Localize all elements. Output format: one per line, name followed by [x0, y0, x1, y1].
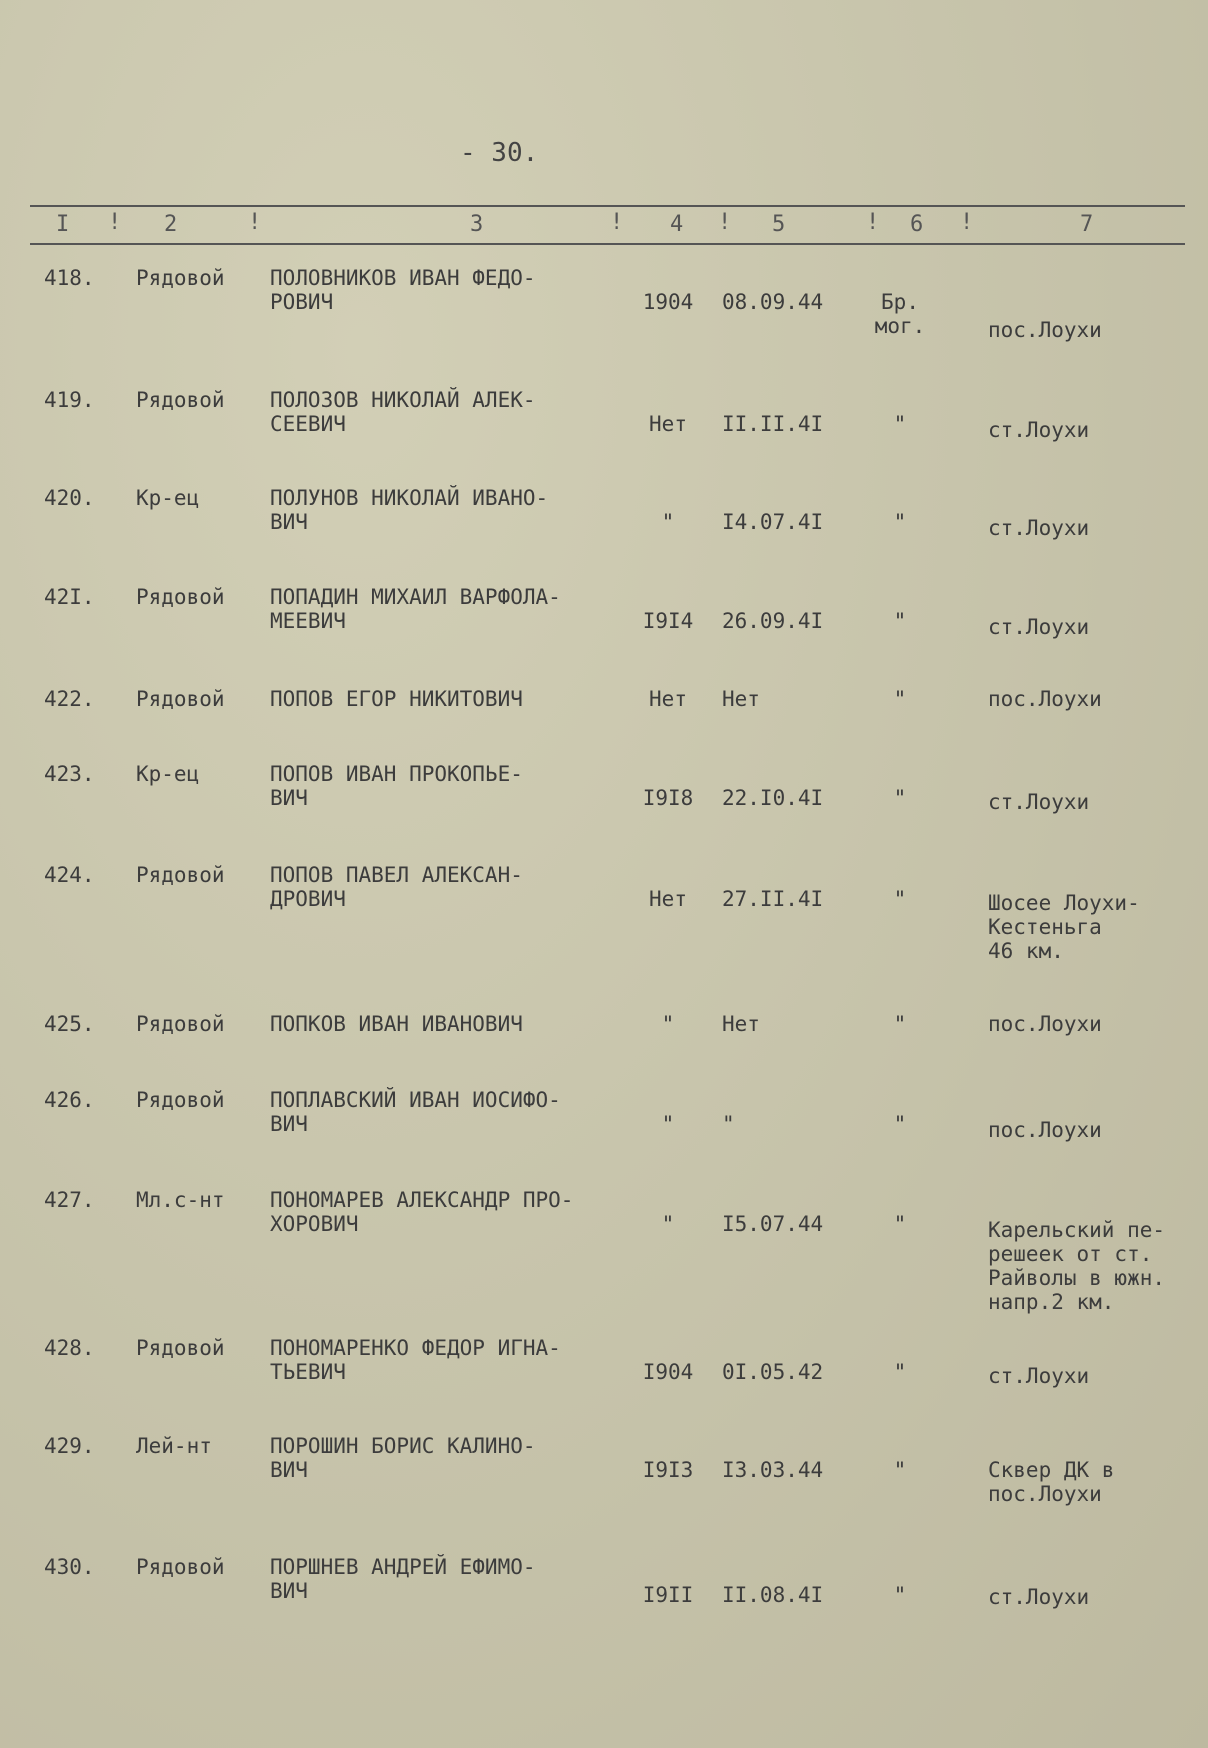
record-burial: Бр. мог. — [874, 290, 926, 338]
record-place: ст.Лоухи — [988, 1364, 1090, 1388]
record-birth-year: Нет — [649, 412, 687, 436]
record-name: ПОРШНЕВ АНДРЕЙ ЕФИМО- ВИЧ — [270, 1555, 536, 1603]
record-rank: Рядовой — [136, 585, 225, 609]
record-rank: Мл.с-нт — [136, 1188, 225, 1212]
record-name: ПОЛОЗОВ НИКОЛАЙ АЛЕК- СЕЕВИЧ — [270, 388, 536, 436]
record-place: пос.Лоухи — [988, 1012, 1102, 1036]
record-birth-year: Нет — [649, 687, 687, 711]
record-number: 429. — [44, 1434, 95, 1458]
header-sep: ! — [108, 210, 122, 235]
record-place: ст.Лоухи — [988, 790, 1090, 814]
record-birth-year: " — [661, 510, 675, 534]
record-number: 42I. — [44, 585, 95, 609]
record-burial: " — [893, 1112, 907, 1136]
record-birth-year: I9I3 — [642, 1458, 694, 1482]
record-rank: Кр-ец — [136, 486, 200, 510]
header-col-6: 6 — [910, 212, 924, 237]
record-number: 430. — [44, 1555, 95, 1579]
record-date: " — [722, 1112, 735, 1136]
record-date: II.II.4I — [722, 412, 824, 436]
record-date: 27.II.4I — [722, 887, 824, 911]
header-rule-top — [30, 205, 1185, 207]
record-birth-year: Нет — [649, 887, 687, 911]
record-rank: Рядовой — [136, 1336, 225, 1360]
record-number: 427. — [44, 1188, 95, 1212]
record-burial: " — [893, 687, 907, 711]
record-number: 426. — [44, 1088, 95, 1112]
record-name: ПОРОШИН БОРИС КАЛИНО- ВИЧ — [270, 1434, 536, 1482]
record-name: ПОПЛАВСКИЙ ИВАН ИОСИФО- ВИЧ — [270, 1088, 561, 1136]
record-date: 26.09.4I — [722, 609, 824, 633]
header-rule-bottom — [30, 243, 1185, 245]
record-name: ПОНОМАРЕНКО ФЕДОР ИГНА- ТЬЕВИЧ — [270, 1336, 561, 1384]
header-sep: ! — [960, 210, 974, 235]
page-number: - 30. — [460, 138, 539, 168]
record-burial: " — [893, 1212, 907, 1236]
record-rank: Рядовой — [136, 1088, 225, 1112]
record-date: I5.07.44 — [722, 1212, 824, 1236]
header-col-4: 4 — [670, 212, 684, 237]
record-number: 424. — [44, 863, 95, 887]
record-rank: Кр-ец — [136, 762, 200, 786]
record-birth-year: I904 — [642, 1360, 694, 1384]
record-birth-year: I9II — [642, 1583, 694, 1607]
record-name: ПОПОВ ПАВЕЛ АЛЕКСАН- ДРОВИЧ — [270, 863, 523, 911]
record-place: Шосее Лоухи- Кестеньга 46 км. — [988, 891, 1140, 963]
record-burial: " — [893, 786, 907, 810]
record-rank: Рядовой — [136, 266, 225, 290]
record-place: пос.Лоухи — [988, 1118, 1102, 1142]
record-place: Карельский пе- решеек от ст. Райволы в южн. напр.2 км. — [988, 1218, 1166, 1314]
record-place: ст.Лоухи — [988, 615, 1090, 639]
record-place: ст.Лоухи — [988, 418, 1090, 442]
record-date: I3.03.44 — [722, 1458, 824, 1482]
record-date: I4.07.4I — [722, 510, 824, 534]
record-burial: " — [893, 510, 907, 534]
record-place: ст.Лоухи — [988, 516, 1090, 540]
header-sep: ! — [866, 210, 880, 235]
record-burial: " — [893, 1360, 907, 1384]
record-number: 423. — [44, 762, 95, 786]
header-col-2: 2 — [164, 212, 178, 237]
record-rank: Лей-нт — [136, 1434, 212, 1458]
record-date: 0I.05.42 — [722, 1360, 824, 1384]
header-col-7: 7 — [1080, 212, 1094, 237]
header-col-1: I — [56, 212, 70, 237]
record-birth-year: I9I4 — [642, 609, 694, 633]
record-burial: " — [893, 1012, 907, 1036]
record-number: 420. — [44, 486, 95, 510]
record-number: 418. — [44, 266, 95, 290]
record-name: ПОПКОВ ИВАН ИВАНОВИЧ — [270, 1012, 523, 1036]
record-burial: " — [893, 887, 907, 911]
record-name: ПОПАДИН МИХАИЛ ВАРФОЛА- МЕЕВИЧ — [270, 585, 561, 633]
record-name: ПОПОВ ИВАН ПРОКОПЬЕ- ВИЧ — [270, 762, 523, 810]
header-sep: ! — [248, 210, 262, 235]
record-number: 428. — [44, 1336, 95, 1360]
record-birth-year: " — [661, 1212, 675, 1236]
record-name: ПОПОВ ЕГОР НИКИТОВИЧ — [270, 687, 523, 711]
record-date: Нет — [722, 1012, 760, 1036]
record-place: ст.Лоухи — [988, 1585, 1090, 1609]
record-date: Нет — [722, 687, 760, 711]
record-rank: Рядовой — [136, 388, 225, 412]
record-birth-year: " — [661, 1012, 675, 1036]
record-date: 08.09.44 — [722, 290, 824, 314]
record-date: II.08.4I — [722, 1583, 824, 1607]
record-place: пос.Лоухи — [988, 318, 1102, 342]
record-rank: Рядовой — [136, 687, 225, 711]
record-birth-year: 1904 — [642, 290, 694, 314]
record-birth-year: " — [661, 1112, 675, 1136]
record-rank: Рядовой — [136, 863, 225, 887]
record-name: ПОЛУНОВ НИКОЛАЙ ИВАНО- ВИЧ — [270, 486, 549, 534]
header-col-5: 5 — [772, 212, 786, 237]
header-col-3: 3 — [470, 212, 484, 237]
record-rank: Рядовой — [136, 1555, 225, 1579]
record-number: 422. — [44, 687, 95, 711]
record-name: ПОЛОВНИКОВ ИВАН ФЕДО- РОВИЧ — [270, 266, 536, 314]
record-burial: " — [893, 609, 907, 633]
record-number: 419. — [44, 388, 95, 412]
record-birth-year: I9I8 — [642, 786, 694, 810]
record-rank: Рядовой — [136, 1012, 225, 1036]
record-place: Сквер ДК в пос.Лоухи — [988, 1458, 1115, 1506]
record-place: пос.Лоухи — [988, 687, 1102, 711]
record-burial: " — [893, 412, 907, 436]
record-date: 22.I0.4I — [722, 786, 824, 810]
record-burial: " — [893, 1583, 907, 1607]
header-sep: ! — [718, 210, 732, 235]
record-number: 425. — [44, 1012, 95, 1036]
record-name: ПОНОМАРЕВ АЛЕКСАНДР ПРО- ХОРОВИЧ — [270, 1188, 574, 1236]
header-sep: ! — [610, 210, 624, 235]
record-burial: " — [893, 1458, 907, 1482]
